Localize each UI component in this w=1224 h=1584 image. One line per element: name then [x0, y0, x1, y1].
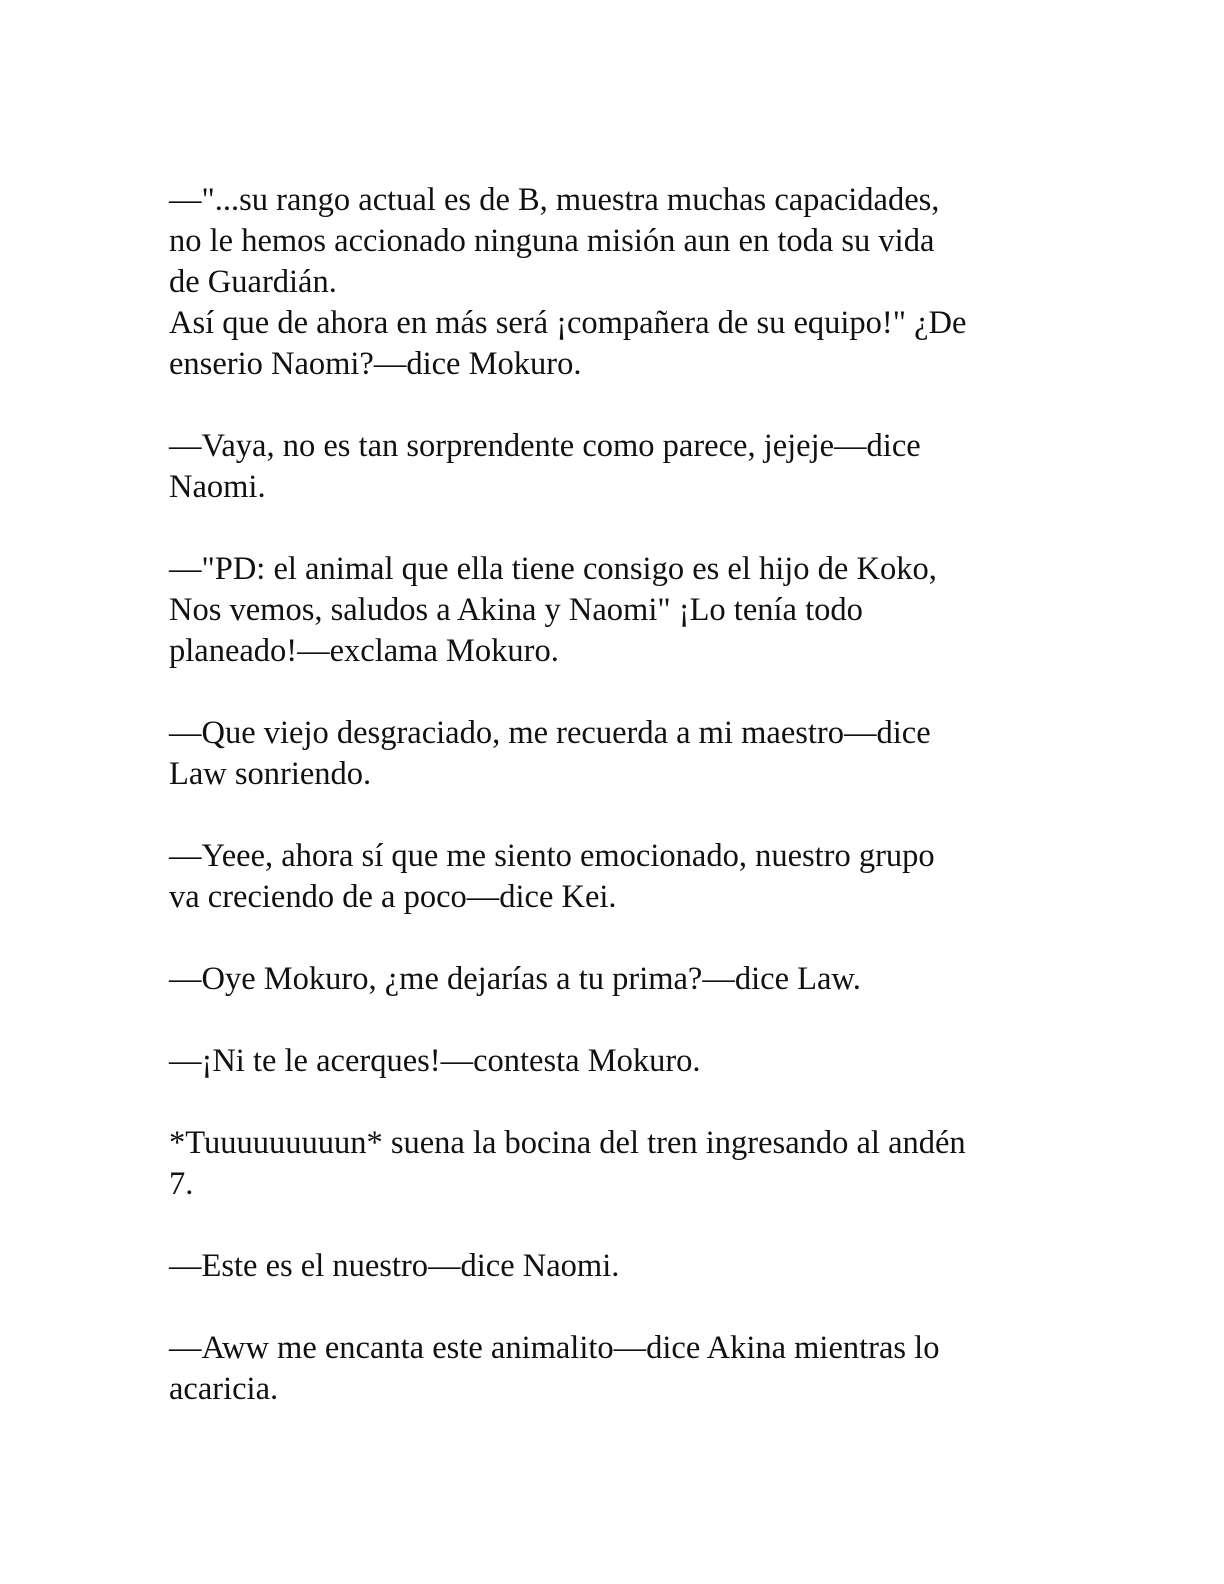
text-line: Nos vemos, saludos a Akina y Naomi" ¡Lo tenía todo	[169, 592, 863, 628]
paragraph	[169, 426, 1059, 508]
text-line: —Que viejo desgraciado, me recuerda a mi maestro—dice	[169, 715, 931, 751]
text-line: —¡Ni te le acerques!—contesta Mokuro.	[169, 1043, 701, 1079]
text-line: —"PD: el animal que ella tiene consigo es el hijo de Koko,	[169, 551, 937, 587]
paragraph	[169, 713, 1059, 795]
paragraph	[169, 1123, 1059, 1205]
paragraph	[169, 836, 1059, 918]
text-line: Así que de ahora en más será ¡compañera de su equipo!" ¿De	[169, 305, 967, 341]
text-line: planeado!—exclama Mokuro.	[169, 633, 559, 669]
text-line: —Vaya, no es tan sorprendente como parece, jejeje—dice	[169, 428, 921, 464]
paragraph	[169, 959, 1059, 1000]
text-line: —Aww me encanta este animalito—dice Akina mientras lo	[169, 1330, 940, 1366]
paragraph	[169, 180, 1059, 303]
document-body	[169, 180, 1059, 1451]
text-line: no le hemos accionado ninguna misión aun en toda su vida	[169, 223, 935, 259]
text-line: —Oye Mokuro, ¿me dejarías a tu prima?—dice Law.	[169, 961, 861, 997]
text-line: *Tuuuuuuuuun* suena la bocina del tren ingresando al andén	[169, 1125, 966, 1161]
paragraph	[169, 303, 1059, 385]
text-line: —"...su rango actual es de B, muestra muchas capacidades,	[169, 182, 940, 218]
text-line: Naomi.	[169, 469, 266, 505]
text-line: enserio Naomi?—dice Mokuro.	[169, 346, 582, 382]
paragraph	[169, 1041, 1059, 1082]
text-line: 7.	[169, 1166, 194, 1202]
text-line: —Yeee, ahora sí que me siento emocionado, nuestro grupo	[169, 838, 935, 874]
paragraph	[169, 1328, 1059, 1410]
text-line: acaricia.	[169, 1371, 279, 1407]
text-line: de Guardián.	[169, 264, 337, 300]
text-line: —Este es el nuestro—dice Naomi.	[169, 1248, 620, 1284]
text-line: Law sonriendo.	[169, 756, 372, 792]
paragraph	[169, 1246, 1059, 1287]
text-line: va creciendo de a poco—dice Kei.	[169, 879, 617, 915]
paragraph	[169, 549, 1059, 672]
